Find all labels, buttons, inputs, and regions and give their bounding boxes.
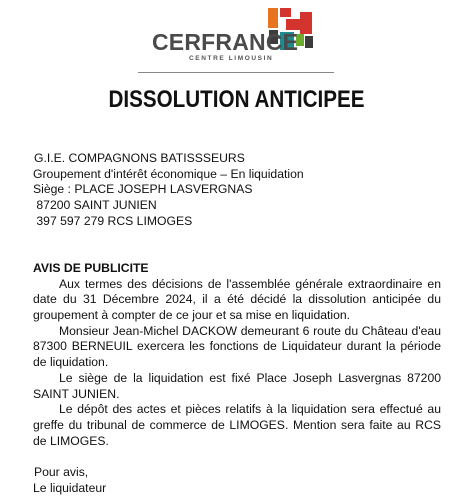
page-title: DISSOLUTION ANTICIPEE (108, 86, 365, 113)
notice-body (33, 151, 441, 496)
company-address: Siège : PLACE JOSEPH LASVERGNAS (33, 182, 253, 197)
header-divider (138, 72, 334, 73)
company-type: Groupement d'intérêt économique – En liquidation (33, 166, 304, 181)
notice-heading: AVIS DE PUBLICITE (33, 260, 149, 275)
notice-paragraph: Aux termes des décisions de l'assemblée générale extraordinaire en date du 31 Décembre 2024, il a été décidé la dissolution anticipée du groupement à compter de ce jour et sa mise en liquidation. (33, 276, 441, 322)
signatory: Le liquidateur (33, 480, 107, 495)
cerfrance-logo (0, 0, 473, 70)
spacer (33, 245, 441, 261)
brand-name: CERFRANCE (152, 29, 299, 55)
closing-line: Pour avis, (34, 465, 89, 480)
company-rcs: 397 597 279 RCS LIMOGES (33, 213, 193, 228)
spacer (33, 449, 441, 465)
notice-paragraph: Le siège de la liquidation est fixé Place Joseph Lasvergnas 87200 SAINT JUNIEN. (33, 370, 441, 401)
spacer (33, 230, 441, 246)
company-city: 87200 SAINT JUNIEN (33, 198, 157, 213)
company-name: G.I.E. COMPAGNONS BATISSSEURS (34, 151, 245, 165)
brand-subtitle: CENTRE LIMOUSIN (189, 55, 274, 62)
notice-paragraph: Le dépôt des actes et pièces relatifs à la liquidation sera effectué au greffe du tribunal de commerce de LIMOGES. Mention sera faite au RCS de LIMOGES. (33, 402, 441, 448)
notice-paragraph: Monsieur Jean-Michel DACKOW demeurant 6 route du Château d'eau 87300 BERNEUIL exercera les fonctions de Liquidateur durant la période de liquidation. (33, 323, 441, 370)
